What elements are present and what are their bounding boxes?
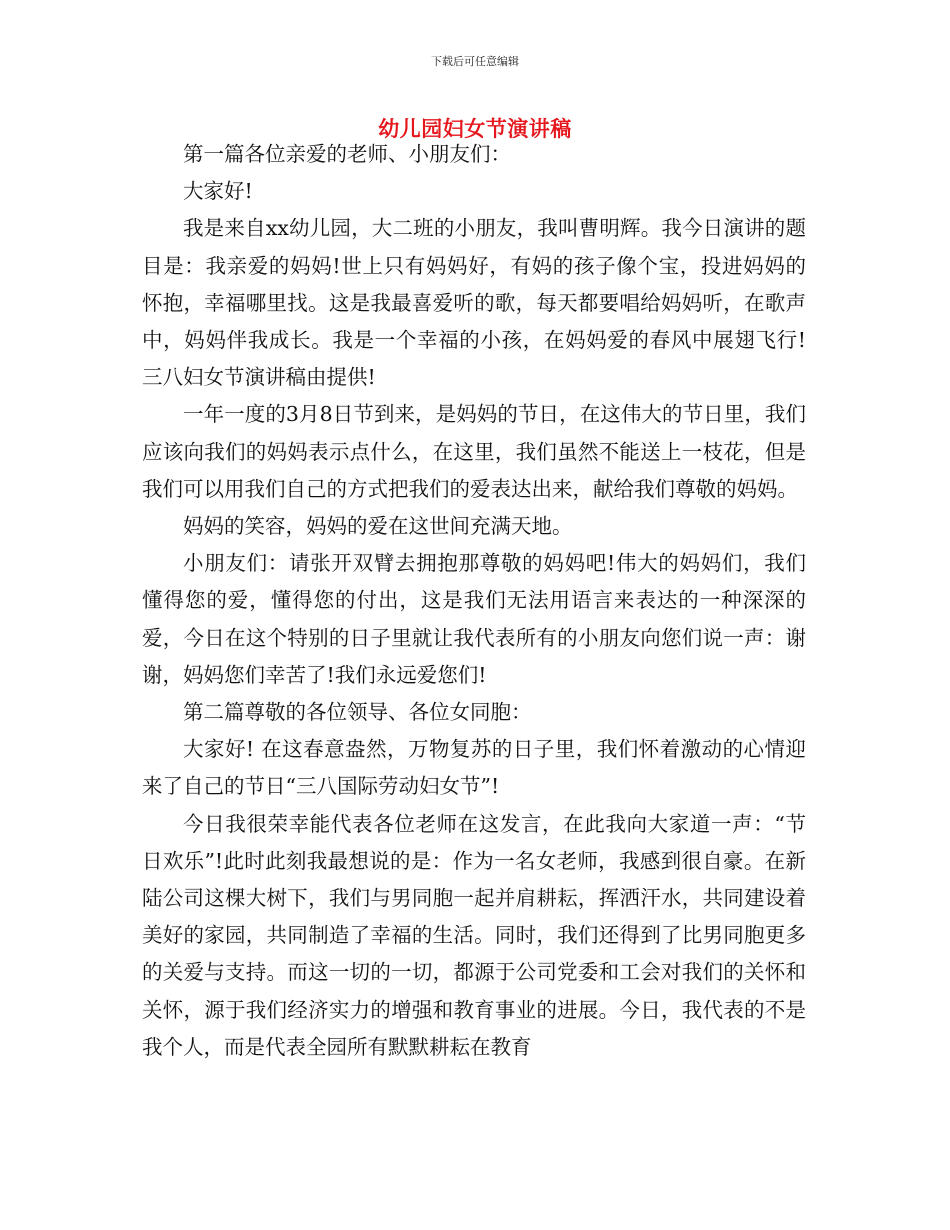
document-title: 幼儿园妇女节演讲稿 xyxy=(378,117,572,141)
paragraph-greeting-1: 大家好! xyxy=(183,179,253,204)
paragraph-mother-smile: 妈妈的笑容，妈妈的爱在这世间充满天地。 xyxy=(183,514,573,539)
header-note: 下载后可任意编辑 xyxy=(431,55,519,68)
paragraph-children-thanks: 小朋友们：请张开双臂去拥抱那尊敬的妈妈吧!伟大的妈妈们，我们懂得您的爱，懂得您的付出，这是我们无法用语言来表达的一种深深的爱，今日在这个特别的日子里就让我代表所有的小朋友向您们说一声：谢谢，妈妈您们幸苦了!我们永远爱您们! xyxy=(142,551,806,687)
document-body xyxy=(142,136,806,1066)
paragraph-salutation-2: 第二篇尊敬的各位领导、各位女同胞： xyxy=(183,700,532,725)
paragraph-march-eighth: 一年一度的3月8日节到来，是妈妈的节日，在这伟大的节日里，我们应该向我们的妈妈表示点什么，在这里，我们虽然不能送上一枝花，但是我们可以用我们自己的方式把我们的爱表达出来，献给我们尊敬的妈妈。 xyxy=(142,402,806,501)
paragraph-teacher-speech: 今日我很荣幸能代表各位老师在这发言，在此我向大家道一声：“节日欢乐”!此时此刻我最想说的是：作为一名女老师，我感到很自豪。在新陆公司这棵大树下，我们与男同胞一起并肩耕耘，挥洒汗水，共同建设着美好的家园，共同制造了幸福的生活。同时，我们还得到了比男同胞更多的关爱与支持。而这一切的一切，都源于公司党委和工会对我们的关怀和关怀，源于我们经济实力的增强和教育事业的进展。今日，我代表的不是我个人，而是代表全园所有默默耕耘在教育 xyxy=(142,811,806,1059)
paragraph-greeting-2: 大家好! 在这春意盎然，万物复苏的日子里，我们怀着激动的心情迎来了自己的节日“三八国际劳动妇女节”! xyxy=(142,737,806,799)
paragraph-introduction: 我是来自xx幼儿园，大二班的小朋友，我叫曹明辉。我今日演讲的题目是：我亲爱的妈妈!世上只有妈妈好，有妈的孩子像个宝，投进妈妈的怀抱，幸福哪里找。这是我最喜爱听的歌，每天都要唱给妈妈听，在歌声中，妈妈伴我成长。我是一个幸福的小孩，在妈妈爱的春风中展翅飞行!三八妇女节演讲稿由提供! xyxy=(142,216,806,390)
paragraph-salutation-1: 第一篇各位亲爱的老师、小朋友们： xyxy=(183,142,511,166)
